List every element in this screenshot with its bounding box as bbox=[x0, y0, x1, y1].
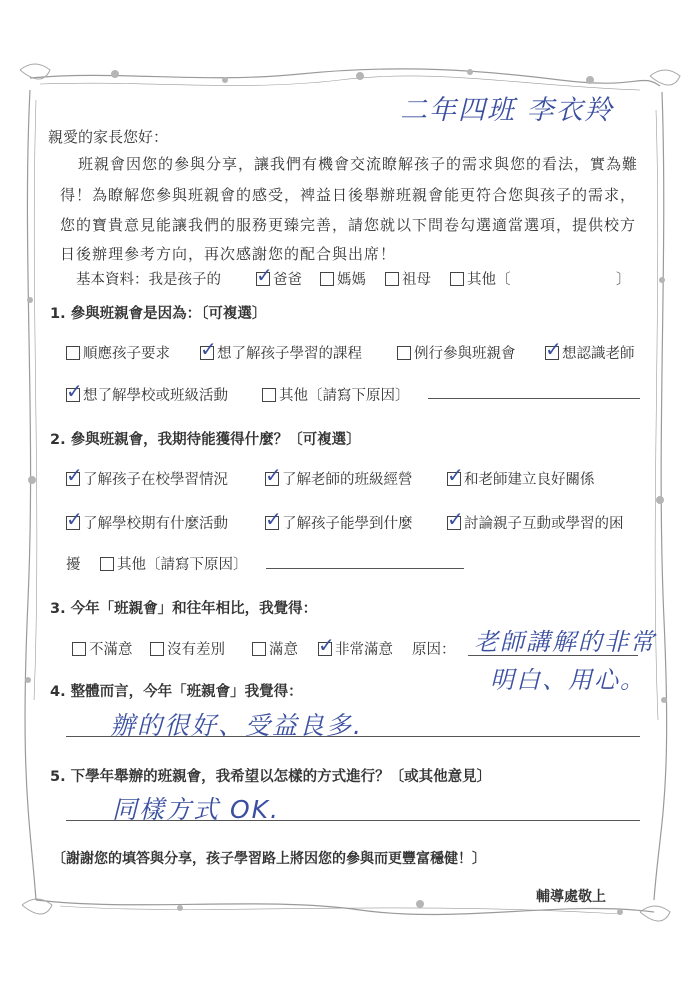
q1-title: 1. 參與班親會是因為：〔可複選〕 bbox=[50, 306, 267, 322]
checkbox[interactable] bbox=[318, 632, 335, 657]
q1-option-5[interactable]: ✓ 想了解學校或班級活動 bbox=[66, 378, 228, 404]
basic-info-label: 基本資料：我是孩子的 bbox=[76, 272, 221, 288]
checkbox[interactable] bbox=[200, 336, 217, 361]
checkbox[interactable] bbox=[262, 388, 276, 402]
q1-other-line[interactable] bbox=[428, 398, 640, 399]
greeting: 親愛的家長您好： bbox=[48, 128, 169, 146]
basic-info-mother[interactable]: 媽媽 bbox=[320, 268, 366, 289]
q2-option-3[interactable]: ✓ 和老師建立良好關係 bbox=[447, 462, 595, 488]
q5-answer-line[interactable] bbox=[66, 820, 640, 821]
checkbox[interactable] bbox=[252, 642, 266, 656]
q2-title: 2. 參與班親會，我期待能獲得什麼？〔可複選〕 bbox=[50, 432, 361, 448]
q4-answer-line[interactable] bbox=[66, 736, 640, 737]
check-mark-icon: ✓ bbox=[66, 506, 83, 531]
checkbox[interactable] bbox=[397, 346, 411, 360]
q4-title: 4. 整體而言，今年「班親會」我覺得： bbox=[50, 684, 303, 700]
checkbox-other[interactable] bbox=[450, 272, 464, 286]
q1-option-6[interactable]: 其他〔請寫下原因〕 bbox=[262, 384, 410, 405]
checkbox-father[interactable] bbox=[256, 262, 273, 287]
checkbox[interactable] bbox=[66, 346, 80, 360]
check-mark-icon: ✓ bbox=[447, 462, 464, 487]
checkbox[interactable] bbox=[545, 336, 562, 361]
checkbox[interactable] bbox=[66, 378, 83, 403]
letter-line-3: 您的寶貴意見能讓我們的服務更臻完善，請您就以下問卷勾選適當選項，提供校方 bbox=[60, 216, 637, 234]
checkbox[interactable] bbox=[265, 462, 282, 487]
check-mark-icon: ✓ bbox=[447, 506, 464, 531]
checkbox[interactable] bbox=[66, 506, 83, 531]
q2-wrap-text: 擾 bbox=[66, 557, 81, 573]
signature: 輔導處敬上 bbox=[536, 889, 606, 905]
q2-option-6[interactable]: ✓ 討論親子互動或學習的困 bbox=[447, 506, 624, 532]
handwritten-class-name: 二年四班 李衣羚 bbox=[400, 95, 614, 126]
checkbox[interactable] bbox=[265, 506, 282, 531]
check-mark-icon: ✓ bbox=[200, 336, 217, 361]
letter-line-1: 班親會因您的參與分享，讓我們有機會交流瞭解孩子的需求與您的看法，實為難 bbox=[78, 155, 639, 173]
q5-answer-handwritten: 同樣方式 OK. bbox=[112, 795, 280, 824]
q2-option-5[interactable]: ✓ 了解孩子能學到什麼 bbox=[265, 506, 413, 532]
q2-option-7[interactable]: 其他〔請寫下原因〕 bbox=[100, 553, 248, 574]
checkbox-grandmother[interactable] bbox=[385, 272, 399, 286]
q2-option-4[interactable]: ✓ 了解學校期有什麼活動 bbox=[66, 506, 228, 532]
q1-option-3[interactable]: 例行參與班親會 bbox=[397, 342, 516, 363]
q2-option-1[interactable]: ✓ 了解孩子在校學習情況 bbox=[66, 462, 228, 488]
checkbox-mother[interactable] bbox=[320, 272, 334, 286]
q3-reason-handwritten-1: 老師講解的非常 bbox=[474, 628, 656, 656]
q3-option-3[interactable]: 滿意 bbox=[252, 638, 298, 659]
q3-reason-label: 原因： bbox=[412, 642, 456, 658]
check-mark-icon: ✓ bbox=[66, 378, 83, 403]
q3-option-4[interactable]: ✓ 非常滿意 bbox=[318, 632, 393, 658]
q3-option-1[interactable]: 不滿意 bbox=[72, 638, 133, 659]
basic-info-other[interactable]: 其他〔 bbox=[450, 268, 511, 289]
check-mark-icon: ✓ bbox=[545, 336, 562, 361]
q3-reason-line[interactable] bbox=[468, 655, 638, 656]
check-mark-icon: ✓ bbox=[256, 262, 273, 287]
q1-option-2[interactable]: ✓ 想了解孩子學習的課程 bbox=[200, 336, 362, 362]
q3-reason-handwritten-2: 明白、用心。 bbox=[490, 666, 646, 694]
q3-option-2[interactable]: 沒有差別 bbox=[150, 638, 225, 659]
check-mark-icon: ✓ bbox=[265, 462, 282, 487]
check-mark-icon: ✓ bbox=[265, 506, 282, 531]
letter-line-4: 日後辦理參考方向，再次感謝您的配合與出席！ bbox=[60, 245, 397, 263]
checkbox[interactable] bbox=[72, 642, 86, 656]
q3-title: 3. 今年「班親會」和往年相比，我覺得： bbox=[50, 601, 318, 617]
check-mark-icon: ✓ bbox=[66, 462, 83, 487]
q1-option-1[interactable]: 順應孩子要求 bbox=[66, 342, 170, 363]
q2-other-line[interactable] bbox=[266, 568, 464, 569]
check-mark-icon: ✓ bbox=[318, 632, 335, 657]
checkbox[interactable] bbox=[447, 506, 464, 531]
basic-info-grandmother[interactable]: 祖母 bbox=[385, 268, 431, 289]
letter-line-2: 得！為瞭解您參與班親會的感受，裨益日後舉辦班親會能更符合您與孩子的需求， bbox=[60, 186, 637, 204]
thanks-note: 〔謝謝您的填答與分享，孩子學習路上將因您的參與而更豐富穩健！〕 bbox=[52, 851, 486, 867]
basic-info-father[interactable]: ✓ 爸爸 bbox=[256, 262, 302, 288]
q4-answer-handwritten: 辦的很好、受益良多. bbox=[110, 711, 363, 740]
checkbox[interactable] bbox=[100, 557, 114, 571]
basic-info-close-paren: 〕 bbox=[616, 272, 631, 288]
checkbox[interactable] bbox=[447, 462, 464, 487]
q2-option-2[interactable]: ✓ 了解老師的班級經營 bbox=[265, 462, 413, 488]
checkbox[interactable] bbox=[66, 462, 83, 487]
checkbox[interactable] bbox=[150, 642, 164, 656]
q5-title: 5. 下學年舉辦的班親會，我希望以怎樣的方式進行？〔或其他意見〕 bbox=[50, 769, 492, 785]
q1-option-4[interactable]: ✓ 想認識老師 bbox=[545, 336, 635, 362]
